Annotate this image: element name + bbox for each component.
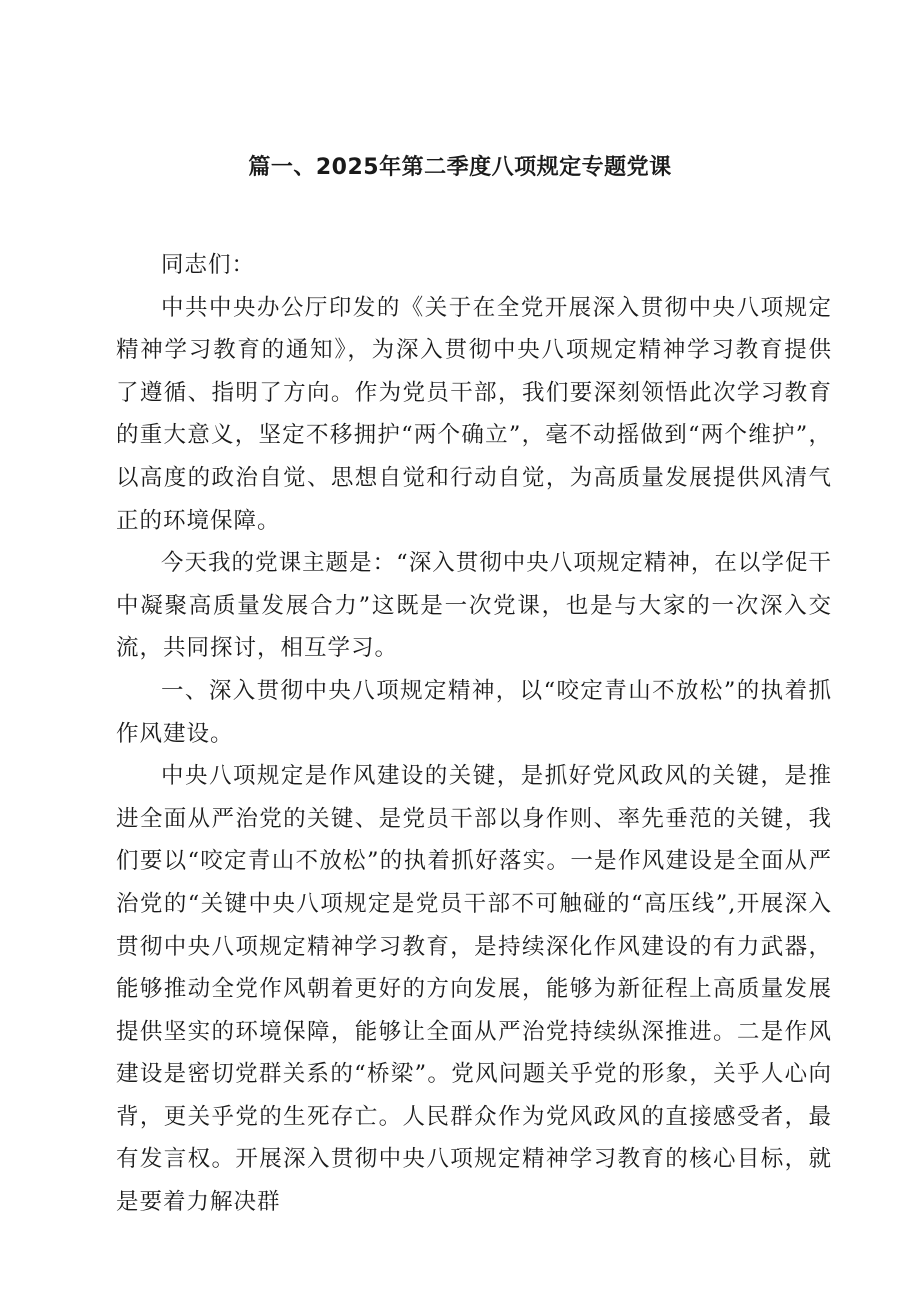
document-title: 篇一、2025年第二季度八项规定专题党课 <box>248 155 672 180</box>
body-paragraph: 中央八项规定是作风建设的关键，是抓好党风政风的关键，是推进全面从严治党的关键、是党员干部以身作则、率先垂范的关键，我们要以“咬定青山不放松”的执着抓好落实。一是作风建设是全面从严治党的“关键中央八项规定是党员干部不可触碰的“高压线”,开展深入贯彻中央八项规定精神学习教育，是持续深化作风建设的有力武器，能够推动全党作风朝着更好的方向发展，能够为新征程上高质量发展提供坚实的环境保障，能够让全面从严治党持续纵深推进。二是作风建设是密切党群关系的“桥梁”。党风问题关乎党的形象，关乎人心向背，更关乎党的生死存亡。人民群众作为党风政风的直接感受者，最有发言权。开展深入贯彻中央八项规定精神学习教育的核心目标，就是要着力解决群 <box>116 763 832 1216</box>
section-heading: 一、深入贯彻中央八项规定精神，以“咬定青山不放松”的执着抓作风建设。 <box>116 677 832 747</box>
body-paragraph: 中共中央办公厅印发的《关于在全党开展深入贯彻中央八项规定精神学习教育的通知》，为深入贯彻中央八项规定精神学习教育提供了遵循、指明了方向。作为党员干部，我们要深刻领悟此次学习教育的重大意义，坚定不移拥护“两个确立”，毫不动摇做到“两个维护”，以高度的政治自觉、思想自觉和行动自觉，为高质量发展提供风清气正的环境保障。 <box>116 294 832 534</box>
document-body <box>116 244 832 1224</box>
salutation-paragraph: 同志们： <box>161 252 256 278</box>
body-paragraph: 今天我的党课主题是：“深入贯彻中央八项规定精神，在以学促干中凝聚高质量发展合力”这既是一次党课，也是与大家的一次深入交流，共同探讨，相互学习。 <box>116 550 832 662</box>
